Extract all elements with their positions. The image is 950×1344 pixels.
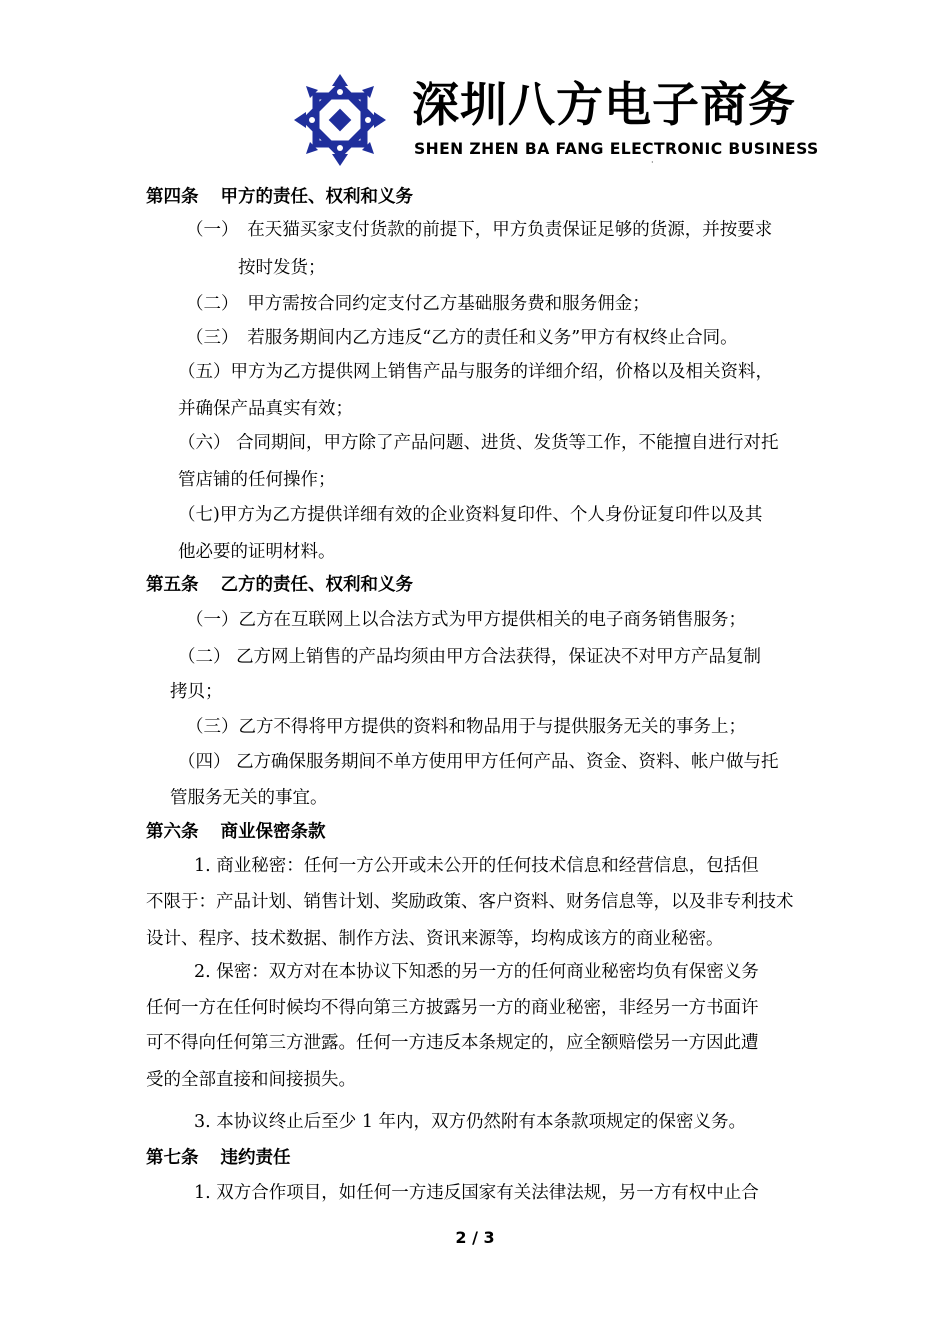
paragraph-line: （二） 甲方需按合同约定支付乙方基础服务费和服务佣金；: [186, 294, 650, 314]
paragraph-line: 管服务无关的事宜。: [170, 788, 328, 808]
paragraph-line: （六） 合同期间，甲方除了产品问题、进货、发货等工作，不能擅自进行对托: [178, 433, 779, 453]
section-number: 第六条: [146, 822, 199, 842]
section-title: 甲方的责任、权利和义务: [220, 187, 413, 207]
company-logo: [292, 72, 819, 168]
paragraph-line: 任何一方在任何时候均不得向第三方披露另一方的商业秘密，非经另一方书面许: [146, 998, 759, 1018]
section-number: 第七条: [146, 1148, 199, 1168]
paragraph-line: 2. 保密：双方对在本协议下知悉的另一方的任何商业秘密均负有保密义务: [194, 962, 759, 982]
section-heading-7: [146, 1146, 291, 1170]
paragraph-line: 按时发货；: [238, 258, 326, 278]
logo-chinese-name: 深圳八方电子商务: [412, 78, 796, 133]
paragraph-line: 管店铺的任何操作；: [178, 470, 336, 490]
section-heading-6: [146, 820, 326, 844]
paragraph-line: 1. 双方合作项目，如任何一方违反国家有关法律法规，另一方有权中止合: [194, 1183, 759, 1203]
paragraph-line: 拷贝；: [170, 682, 223, 702]
section-heading-5: [146, 573, 413, 597]
section-title: 乙方的责任、权利和义务: [220, 575, 413, 595]
paragraph-line: 可不得向任何第三方泄露。任何一方违反本条规定的，应全额赔偿另一方因此遭: [146, 1033, 759, 1053]
section-number: 第四条: [146, 187, 199, 207]
paragraph-line: 3. 本协议终止后至少 1 年内，双方仍然附有本条款项规定的保密义务。: [194, 1112, 747, 1132]
section-title: 违约责任: [220, 1148, 291, 1168]
paragraph-line: 不限于：产品计划、销售计划、奖励政策、客户资料、财务信息等，以及非专利技术: [146, 892, 794, 912]
section-number: 第五条: [146, 575, 199, 595]
paragraph-line: （五）甲方为乙方提供网上销售产品与服务的详细介绍，价格以及相关资料，: [178, 362, 773, 382]
page-number: 2 / 3: [455, 1228, 495, 1247]
paragraph-line: （一） 在天猫买家支付货款的前提下，甲方负责保证足够的货源，并按要求: [186, 220, 773, 240]
logo-dot: ·: [651, 158, 654, 167]
paragraph-line: （三）乙方不得将甲方提供的资料和物品用于与提供服务无关的事务上；: [186, 717, 746, 737]
paragraph-line: 设计、程序、技术数据、制作方法、资讯来源等，均构成该方的商业秘密。: [146, 929, 724, 949]
paragraph-line: 1. 商业秘密：任何一方公开或未公开的任何技术信息和经营信息，包括但: [194, 856, 759, 876]
paragraph-line: 受的全部直接和间接损失。: [146, 1070, 356, 1090]
paragraph-line: （七)甲方为乙方提供详细有效的企业资料复印件、个人身份证复印件以及其: [178, 505, 763, 525]
eight-point-star-logo-icon: [292, 72, 388, 168]
paragraph-line: （一）乙方在互联网上以合法方式为甲方提供相关的电子商务销售服务；: [186, 610, 746, 630]
logo-english-name: SHEN ZHEN BA FANG ELECTRONIC BUSINESS: [414, 140, 819, 158]
section-heading-4: [146, 185, 413, 209]
paragraph-line: （二） 乙方网上销售的产品均须由甲方合法获得，保证决不对甲方产品复制: [178, 647, 762, 667]
section-title: 商业保密条款: [220, 822, 326, 842]
paragraph-line: （三） 若服务期间内乙方违反“乙方的责任和义务”甲方有权终止合同。: [186, 328, 738, 348]
paragraph-line: 并确保产品真实有效；: [178, 399, 353, 419]
paragraph-line: 他必要的证明材料。: [178, 542, 336, 562]
paragraph-line: （四） 乙方确保服务期间不单方使用甲方任何产品、资金、资料、帐户做与托: [178, 752, 779, 772]
